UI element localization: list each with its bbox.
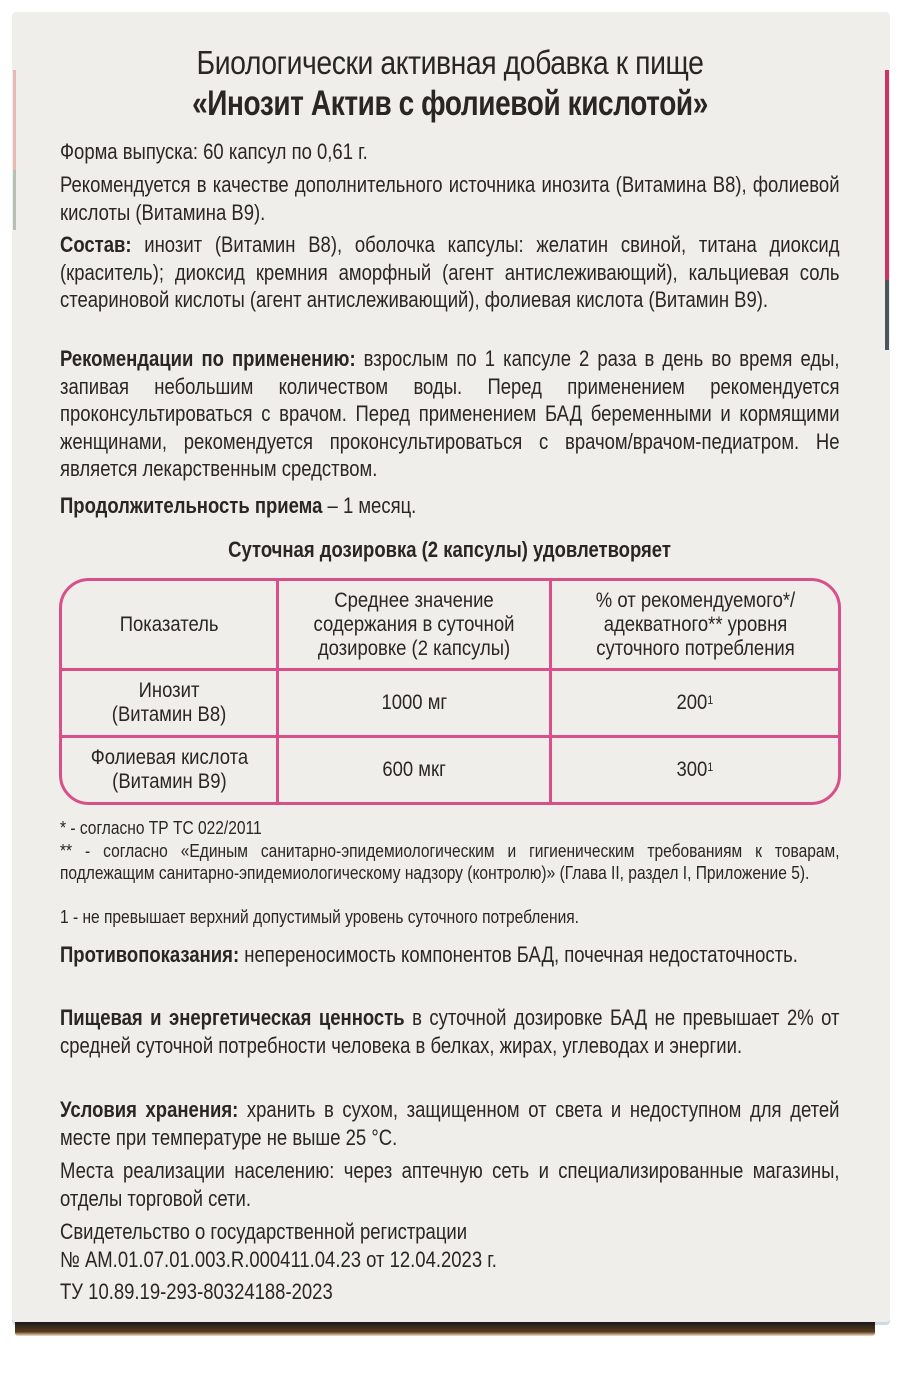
storage-conditions [60,1096,840,1151]
header-percent-intake: % от рекомендуемого*/ адекватного** уровня суточного потребления [552,581,838,671]
sales-places: Места реализации населению: через аптечную сеть и специализированные магазины, отделы торговой сети. [60,1158,840,1211]
left-edge-pink-stripe [13,70,16,170]
duration-text: – 1 месяц. [322,493,417,518]
product-name: «Инозит Актив с фолиевой кислотой» [192,84,708,123]
footnote-marker: 1 [707,693,714,707]
header-indicator: Показатель [62,581,279,671]
nutrition-value [60,1004,840,1059]
footnote-marker: 1 [707,760,714,774]
right-edge-dark-stripe [885,280,889,350]
row-name: Инозит (Витамин B8) [62,671,279,738]
storage-text: хранить в сухом, защищенном от света и недоступном для детей месте при температуре не выше 25 °С. [60,1097,840,1150]
left-edge-gray-stripe [13,170,16,230]
contraindications-label: Противопоказания: [60,942,240,967]
table-row [62,671,838,738]
row-amount: 1000 мг [279,671,552,738]
intake-duration [60,492,840,520]
footnote-3: 1 - не превышает верхний допустимый уровень суточного потребления. [60,906,580,927]
table-header-row [62,581,838,671]
usage-recommendations [60,345,840,483]
right-edge-magenta-stripe [885,70,889,280]
contraindications-text: непереносимость компонентов БАД, почечная недостаточность. [239,942,798,967]
nutrition-label: Пищевая и энергетическая ценность [60,1005,405,1030]
duration-label: Продолжительность приема [60,493,323,518]
header-average-content: Среднее значение содержания в суточной дозировке (2 капсулы) [279,581,552,671]
composition-text: инозит (Витамин B8), оболочка капсулы: желатин свиной, титана диоксид (краситель); диоксид кремния аморфный (агент антислеживающий), кальциевая соль стеариновой кислоты (агент антислеживающий), фолиевая кислота (Витамин B9). [60,232,840,312]
footnote-1: * - согласно ТР ТС 022/2011 [60,817,262,838]
row-name: Фолиевая кислота (Витамин B9) [62,738,279,802]
footnote-2: ** - согласно «Единым санитарно-эпидемиологическим и гигиеническим требованиям к товарам, подлежащим санитарно-эпидемиологическому надзору (контролю)» (Глава II, раздел I, Приложение 5). [60,840,840,883]
composition [60,231,840,314]
product-category: Биологически активная добавка к пище [196,44,704,81]
storage-label: Условия хранения: [60,1097,239,1122]
contraindications [60,941,840,969]
row-percent: $200^1$ [552,671,838,738]
table-row [62,738,838,802]
dosage-table [59,578,841,805]
recommended-as: Рекомендуется в качестве дополнительного источника инозита (Витамина B8), фолиевой кислоты (Витамина B9). [60,172,840,225]
row-percent: $300^1$ [676,758,714,781]
release-form: Форма выпуска: 60 капсул по 0,61 г. [60,139,368,164]
composition-label: Состав: [60,232,132,257]
usage-label: Рекомендации по применению: [60,346,356,371]
nutrition-text: в суточной дозировке БАД не превышает 2% от средней суточной потребности человека в белках, жирах, углеводах и энергии. [60,1005,840,1058]
row-amount: 600 мкг [279,738,552,802]
technical-conditions: ТУ 10.89.19-293-80324188-2023 [60,1279,333,1304]
package-bottom-edge [15,1322,875,1336]
usage-text: взрослым по 1 капсуле 2 раза в день во время еды, запивая небольшим количеством воды. Перед применением рекомендуется проконсультироваться с врачом. Перед применением БАД беременными и кормящими женщинами, рекомендуется проконсультироваться с врачом/врачом-педиатром. Не является лекарственным средством. [60,346,840,481]
registration-certificate: Свидетельство о государственной регистрации № AM.01.07.01.003.R.000411.04.23 от 12.04.2023 г. [60,1219,497,1272]
dosage-table-title: Суточная дозировка (2 капсулы) удовлетворяет [228,537,672,562]
